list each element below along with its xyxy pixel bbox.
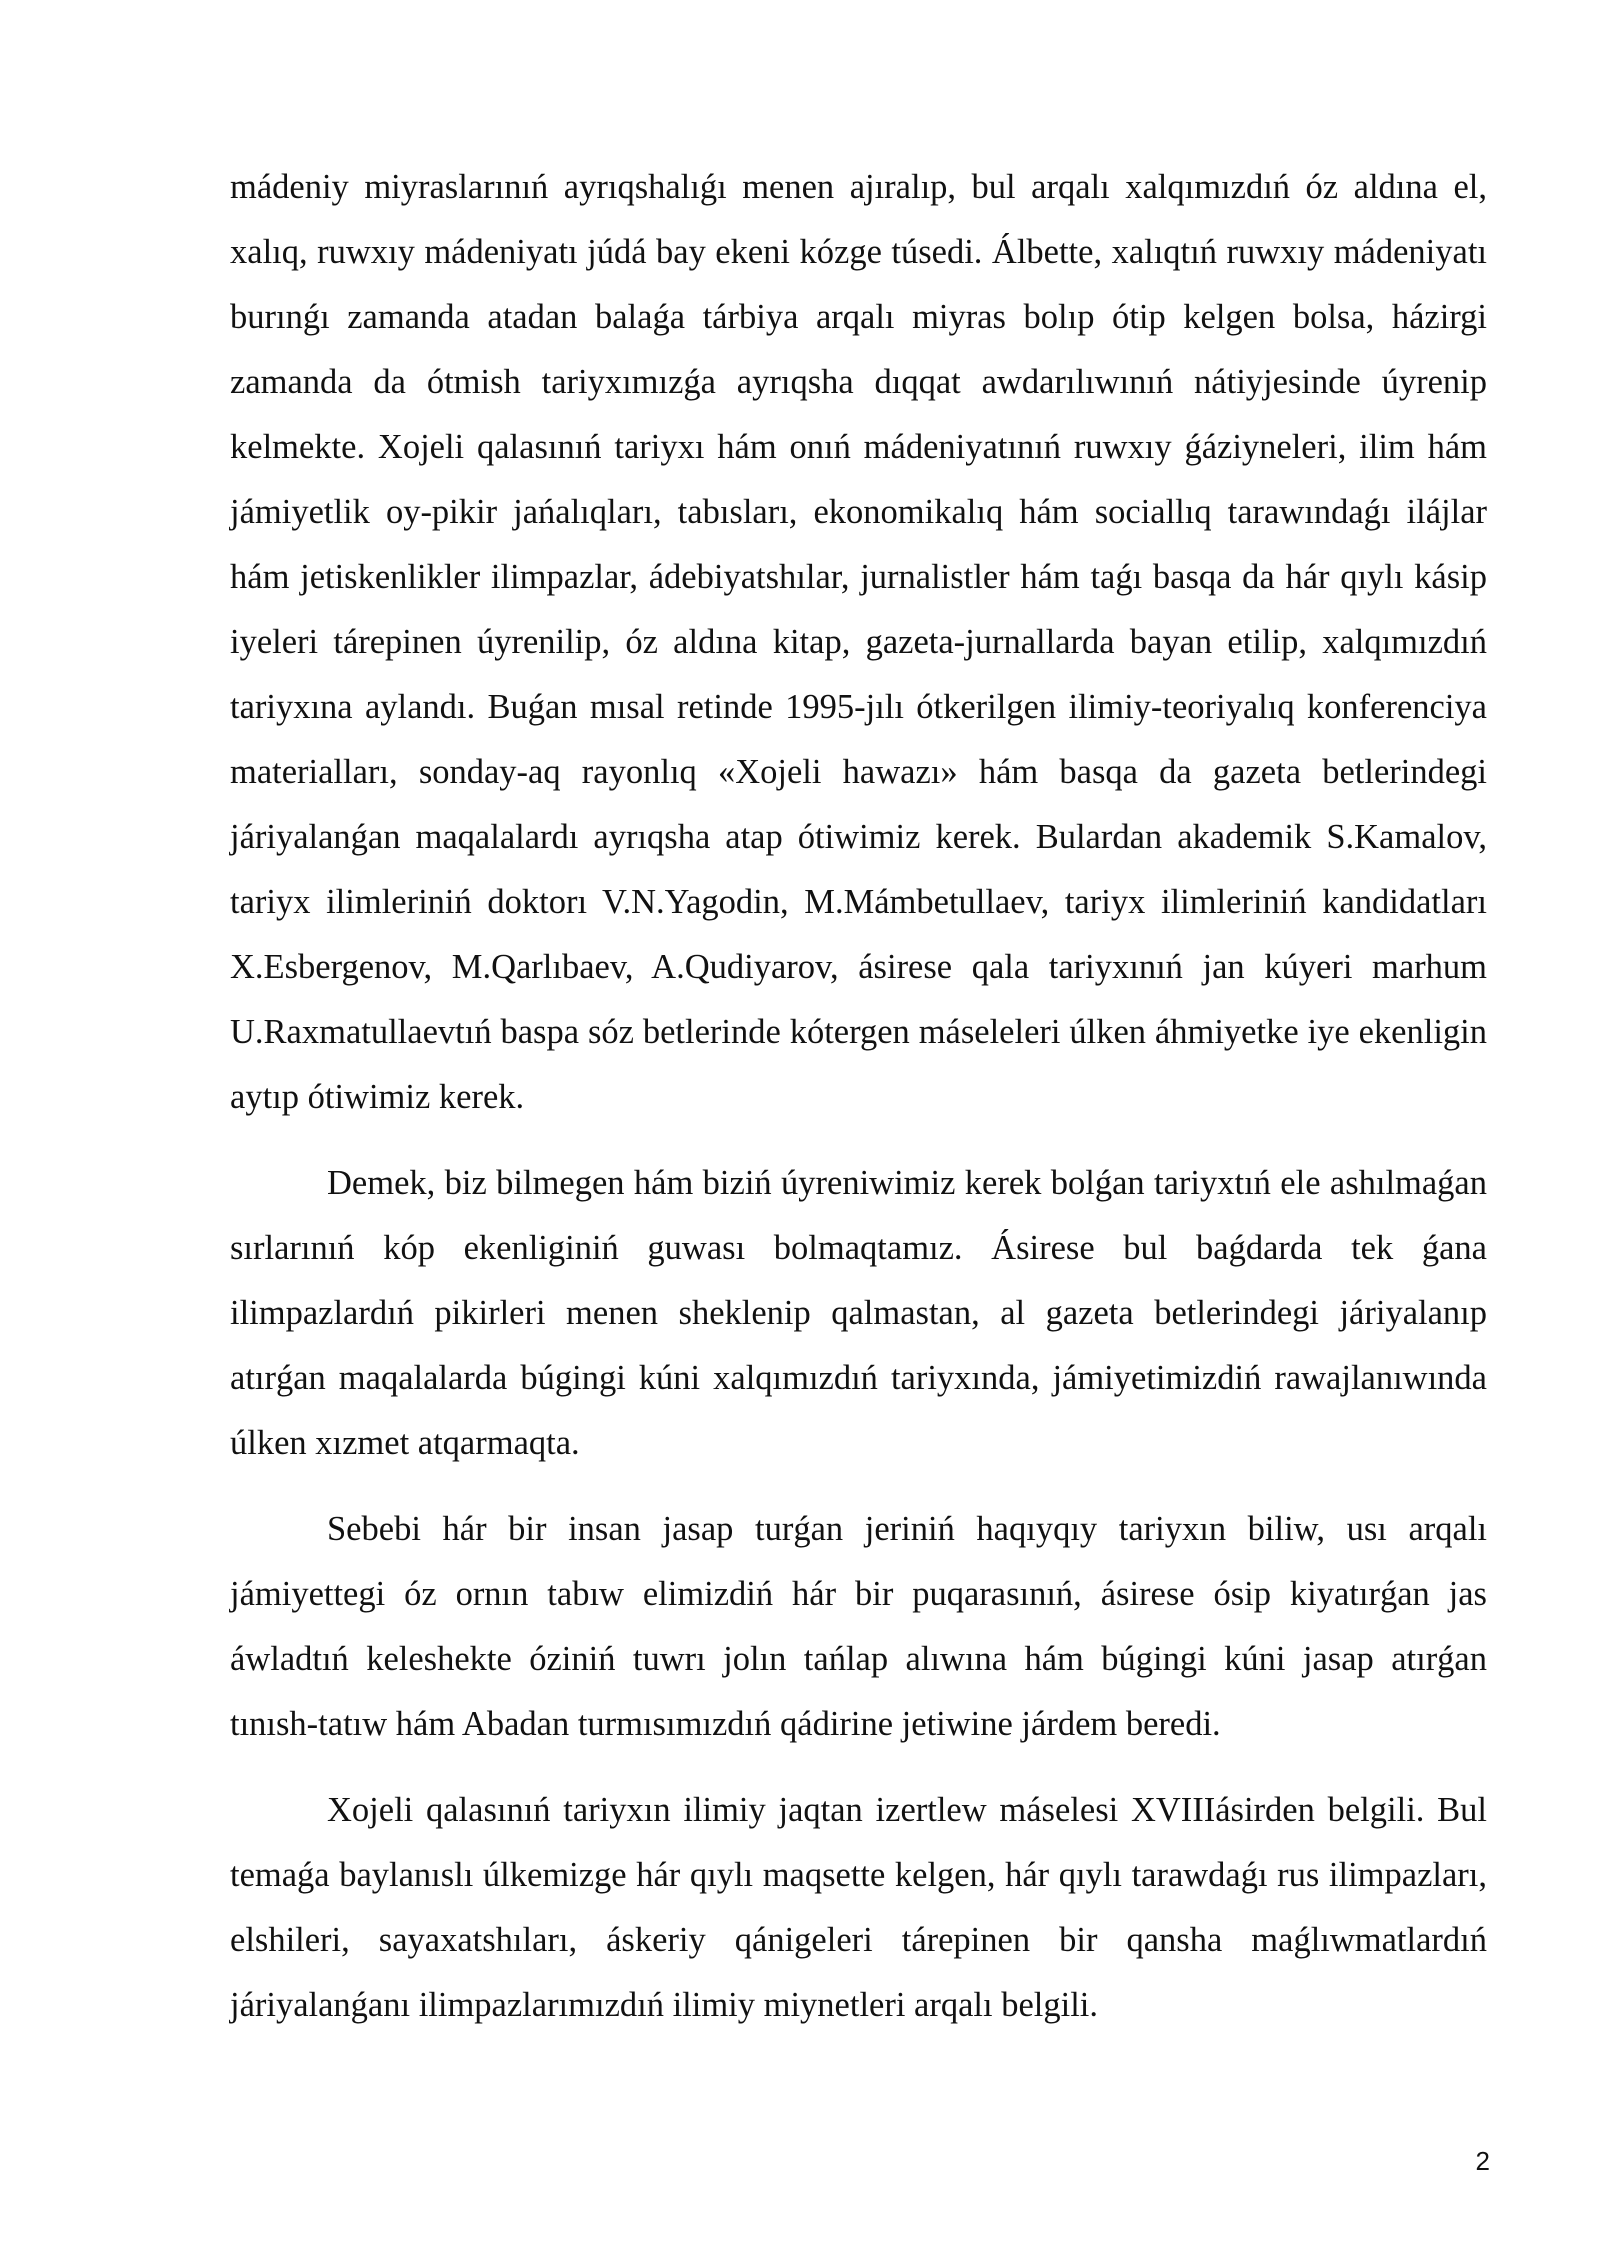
document-body	[230, 155, 1487, 2038]
paragraph-4: Xojeli qalasınıń tariyxın ilimiy jaqtan izertlew máselesi XVIIIásirden belgili. Bul temaǵa baylanıslı úlkemizge hár qıylı maqsette kelgen, hár qıylı tarawdaǵı rus ilimpazları, elshileri, sayaxatshıları, áskeriy qánigeleri tárepinen bir qansha maǵlıwmatlardıń járiyalanǵanı ilimpazlarımızdıń ilimiy miynetleri arqalı belgili.	[230, 1791, 1487, 2024]
paragraph-2: Demek, biz bilmegen hám biziń úyreniwimiz kerek bolǵan tariyxtıń ele ashılmaǵan sırlarınıń kóp ekenliginiń guwası bolmaqtamız. Ásirese bul baǵdarda tek ǵana ilimpazlardıń pikirleri menen sheklenip qalmastan, al gazeta betlerindegi járiyalanıp atırǵan maqalalarda búgingi kúni xalqımızdıń tariyxında, jámiyetimizdiń rawajlanıwında úlken xızmet atqarmaqta.	[230, 1164, 1487, 1462]
page-number: 2	[1475, 2146, 1490, 2176]
paragraph-3: Sebebi hár bir insan jasap turǵan jeriniń haqıyqıy tariyxın biliw, usı arqalı jámiyettegi óz ornın tabıw elimizdiń hár bir puqarasınıń, ásirese ósip kiyatırǵan jas áwladtıń keleshekte óziniń tuwrı jolın tańlap alıwına hám búgingi kúni jasap atırǵan tınısh-tatıw hám Abadan turmısımızdıń qádirine jetiwine járdem beredi.	[230, 1510, 1487, 1743]
paragraph-1: mádeniy miyraslarınıń ayrıqshalıǵı menen ajıralıp, bul arqalı xalqımızdıń óz aldına el, xalıq, ruwxıy mádeniyatı júdá bay ekeni kózge túsedi. Álbette, xalıqtıń ruwxıy mádeniyatı burınǵı zamanda atadan balaǵa tárbiya arqalı miyras bolıp ótip kelgen bolsa, házirgi zamanda da ótmish tariyxımızǵa ayrıqsha dıqqat awdarılıwınıń nátiyjesinde úyrenip kelmekte. Xojeli qalasınıń tariyxı hám onıń mádeniyatınıń ruwxıy ǵáziyneleri, ilim hám jámiyetlik oy-pikir jańalıqları, tabısları, ekonomikalıq hám sociallıq tarawındaǵı ilájlar hám jetiskenlikler ilimpazlar, ádebiyatshılar, jurnalistler hám taǵı basqa da hár qıylı kásip iyeleri tárepinen úyrenilip, óz aldına kitap, gazeta-jurnallarda bayan etilip, xalqımızdıń tariyxına aylandı. Buǵan mısal retinde 1995-jılı ótkerilgen ilimiy-teoriyalıq konferenciya materialları, sonday-aq rayonlıq «Xojeli hawazı» hám basqa da gazeta betlerindegi járiyalanǵan maqalalardı ayrıqsha atap ótiwimiz kerek. Bulardan akademik S.Kamalov, tariyx ilimleriniń doktorı V.N.Yagodin, M.Mámbetullaev, tariyx ilimleriniń kandidatları X.Esbergenov, M.Qarlıbaev, A.Qudiyarov, ásirese qala tariyxınıń jan kúyeri marhum U.Raxmatullaevtıń baspa sóz betlerinde kótergen máseleleri úlken áhmiyetke iye ekenligin aytıp ótiwimiz kerek.	[230, 168, 1487, 1116]
